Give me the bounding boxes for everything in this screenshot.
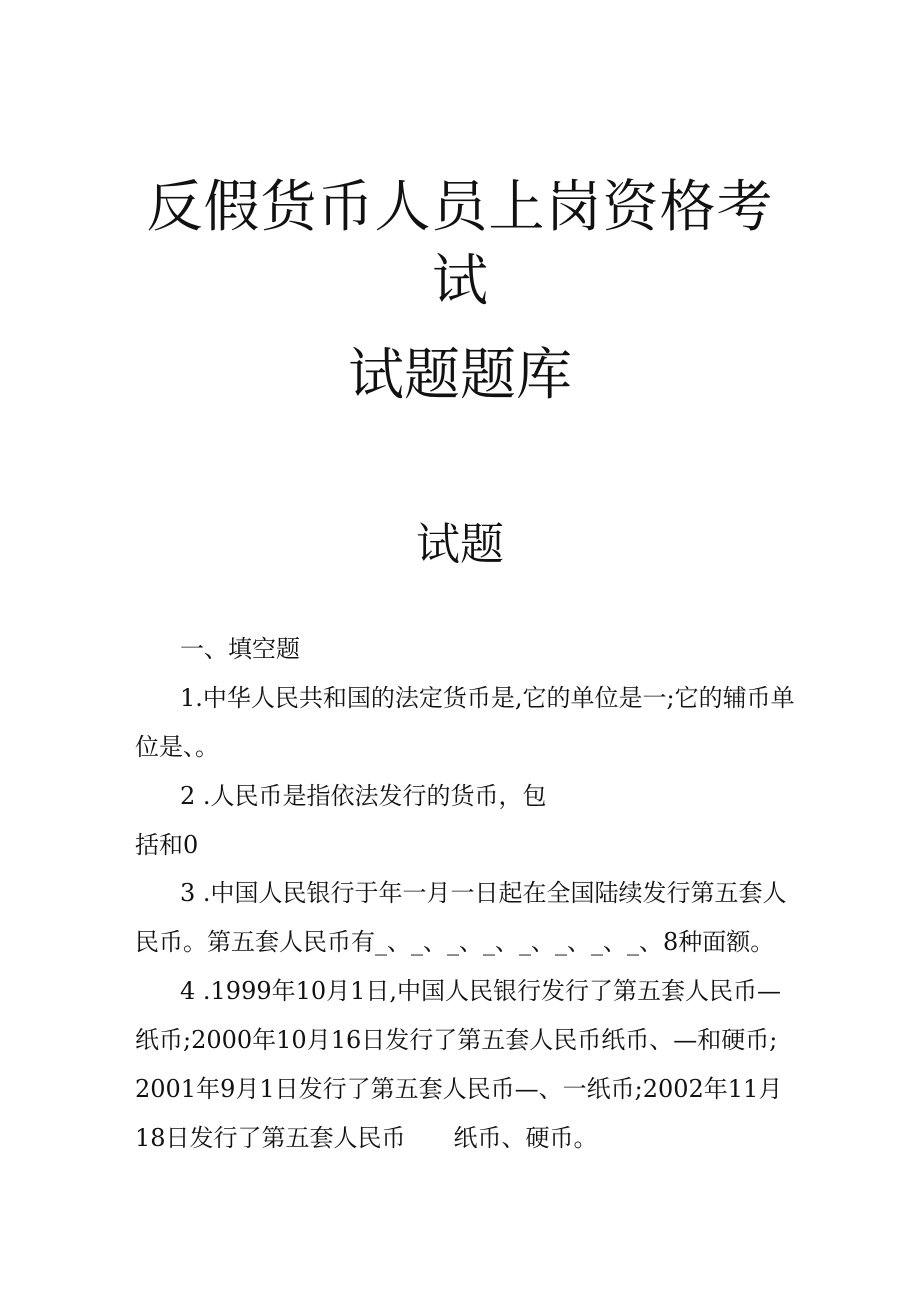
question-1-line-2: 位是、。 [135,733,219,761]
document-title-line-2: 试 [432,249,488,314]
question-2-line-2: 括和0 [135,831,199,859]
question-4-line-1: 4 .1999年10月1日,中国人民银行发行了第五套人民币— [180,977,782,1005]
question-3-line-2: 民币。第五套人民币有_、_、_、_、_、_、_、_、8种面额。 [135,928,775,956]
question-2-line-1: 2 .人民币是指依法发行的货币，包 [180,782,547,810]
part-heading-fill-in-blank: 一、填空题 [180,635,300,663]
question-3-line-1: 3 .中国人民银行于年一月一日起在全国陆续发行第五套人 [180,879,787,907]
document-title-line-1: 反假货币人员上岗资格考 [146,175,774,240]
question-4-line-2: 纸币;2000年10月16日发行了第五套人民币纸币、—和硬币; [135,1026,778,1054]
document-subtitle: 试题题库 [348,343,572,408]
question-4-line-4: 18日发行了第五套人民币 纸币、硬币。 [135,1124,598,1152]
question-4-line-3: 2001年9月1日发行了第五套人民币—、一纸币;2002年11月 [135,1075,783,1103]
question-1-line-1: 1.中华人民共和国的法定货币是,它的单位是一;它的辅币单 [180,684,795,712]
section-heading: 试题 [416,519,504,570]
